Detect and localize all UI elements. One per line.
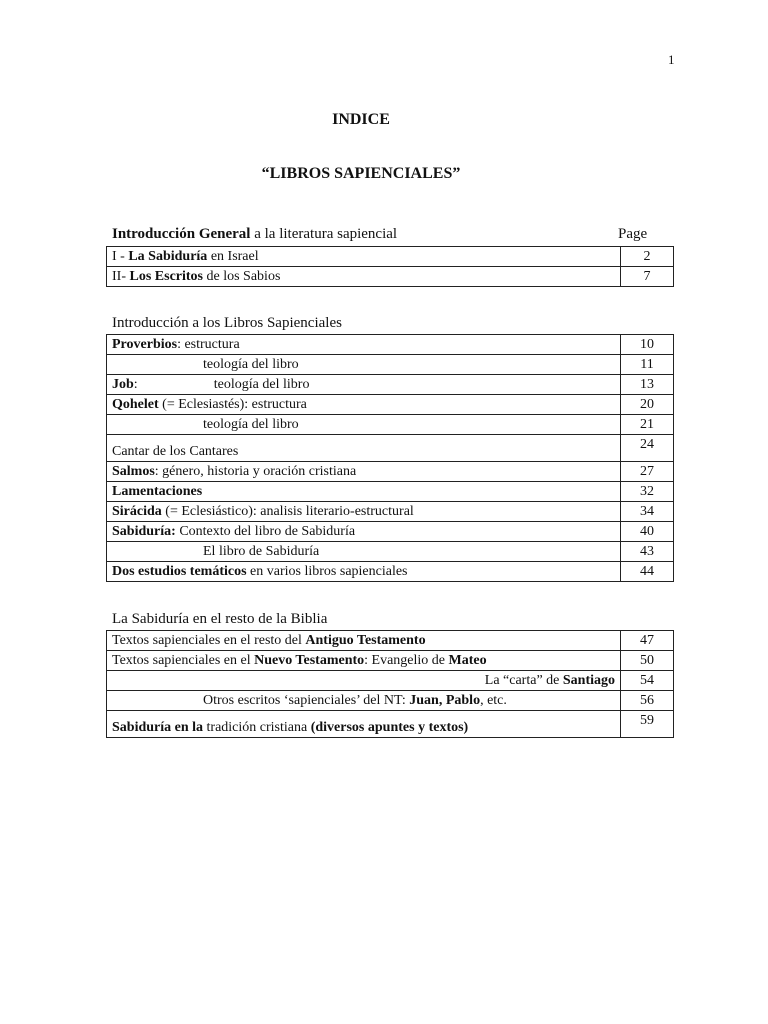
section1-heading-rest: a la literatura sapiencial [250, 226, 398, 242]
table-row [107, 462, 674, 482]
table-row [107, 691, 674, 711]
toc-entry: El libro de Sabiduría [107, 542, 621, 562]
table-row [107, 542, 674, 562]
toc-entry: Sabiduría: Contexto del libro de Sabiduría [107, 522, 621, 542]
toc-entry: Job: teología del libro [107, 375, 621, 395]
table-row [107, 415, 674, 435]
toc-entry: Sabiduría en la tradición cristiana (diversos apuntes y textos) [107, 711, 621, 738]
page-column-label: Page [618, 226, 648, 242]
section3-table [106, 630, 674, 738]
table-row [107, 651, 674, 671]
table-row [107, 502, 674, 522]
toc-page: 50 [621, 651, 674, 671]
table-row [107, 562, 674, 582]
table-row [107, 631, 674, 651]
section2-heading: Introducción a los Libros Sapienciales [112, 315, 342, 331]
toc-page: 2 [621, 247, 674, 267]
toc-page: 13 [621, 375, 674, 395]
toc-entry: Proverbios: estructura [107, 335, 621, 355]
table-row [107, 711, 674, 738]
toc-page: 20 [621, 395, 674, 415]
toc-page: 34 [621, 502, 674, 522]
toc-entry: Textos sapienciales en el resto del Antiguo Testamento [107, 631, 621, 651]
table-row [107, 482, 674, 502]
page-number: 1 [668, 52, 675, 67]
section1-heading [112, 226, 397, 243]
table-row [107, 267, 674, 287]
toc-page: 7 [621, 267, 674, 287]
toc-entry: Dos estudios temáticos en varios libros sapienciales [107, 562, 621, 582]
toc-entry: Sirácida (= Eclesiástico): analisis literario-estructural [107, 502, 621, 522]
table-row [107, 335, 674, 355]
toc-page: 47 [621, 631, 674, 651]
toc-entry: Textos sapienciales en el Nuevo Testamento: Evangelio de Mateo [107, 651, 621, 671]
toc-entry: Otros escritos ‘sapienciales’ del NT: Juan, Pablo, etc. [107, 691, 621, 711]
toc-entry: Salmos: género, historia y oración cristiana [107, 462, 621, 482]
table-row [107, 522, 674, 542]
section2-table [106, 334, 674, 582]
section1-table [106, 246, 674, 287]
table-row [107, 375, 674, 395]
toc-entry: I - La Sabiduría en Israel [107, 247, 621, 267]
document-subtitle: “LIBROS SAPIENCIALES” [261, 165, 461, 182]
toc-page: 24 [621, 435, 674, 462]
toc-page: 54 [621, 671, 674, 691]
toc-page: 43 [621, 542, 674, 562]
toc-page: 44 [621, 562, 674, 582]
toc-entry: Lamentaciones [107, 482, 621, 502]
toc-page: 59 [621, 711, 674, 738]
table-row [107, 247, 674, 267]
toc-entry: teología del libro [107, 415, 621, 435]
table-row [107, 435, 674, 462]
document-title: INDICE [332, 111, 390, 128]
table-row [107, 395, 674, 415]
toc-entry: II- Los Escritos de los Sabios [107, 267, 621, 287]
toc-page: 10 [621, 335, 674, 355]
section3-heading: La Sabiduría en el resto de la Biblia [112, 611, 328, 627]
toc-entry: Cantar de los Cantares [107, 435, 621, 462]
table-row [107, 671, 674, 691]
toc-page: 21 [621, 415, 674, 435]
toc-page: 32 [621, 482, 674, 502]
toc-entry: Qohelet (= Eclesiastés): estructura [107, 395, 621, 415]
toc-page: 11 [621, 355, 674, 375]
toc-page: 56 [621, 691, 674, 711]
toc-page: 27 [621, 462, 674, 482]
toc-page: 40 [621, 522, 674, 542]
table-row [107, 355, 674, 375]
toc-entry: La “carta” de Santiago [107, 671, 621, 691]
toc-entry: teología del libro [107, 355, 621, 375]
section1-heading-bold: Introducción General [112, 226, 251, 242]
